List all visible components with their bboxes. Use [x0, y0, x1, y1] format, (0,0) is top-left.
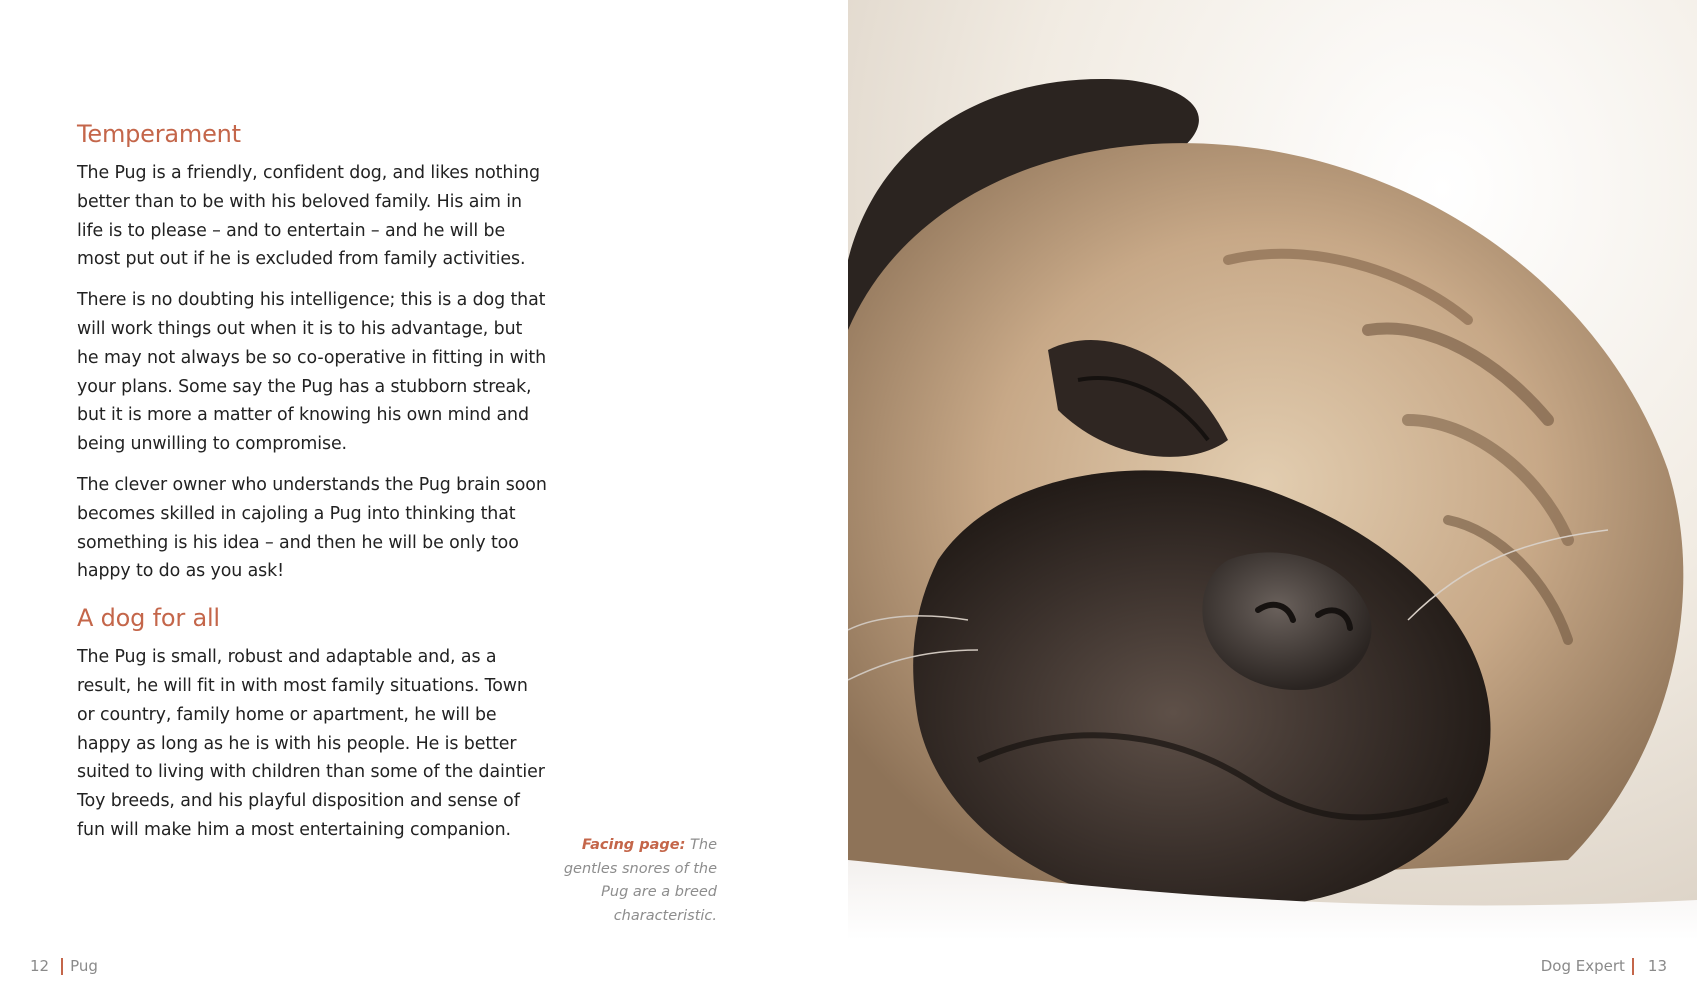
text-column — [77, 116, 547, 857]
paragraph: The clever owner who understands the Pug brain soon becomes skilled in cajoling a Pug into thinking that something is his idea – and then he will be only too happy to do as you ask! — [77, 474, 547, 582]
page-number: 12 — [30, 957, 50, 975]
sleeping-pug-photo — [848, 0, 1697, 940]
folio-right — [1541, 957, 1667, 975]
pug-illustration — [848, 0, 1697, 940]
folio-left — [30, 957, 98, 975]
page-number: 13 — [1647, 957, 1667, 975]
paragraph: There is no doubting his intelligence; this is a dog that will work things out when it is to his advantage, but he may not always be so co-operative in fitting in with your plans. Some say the Pug has a stubborn streak, but it is more a matter of knowing his own mind and being unwilling to compromise. — [77, 290, 547, 455]
heading-temperament: Temperament — [77, 120, 241, 148]
caption-text: The gentles snores of the Pug are a breed characteristic. — [563, 837, 717, 924]
caption-lead: Facing page: — [581, 837, 686, 853]
running-title: Pug — [70, 957, 98, 975]
folio-divider — [1632, 958, 1634, 975]
paragraph: The Pug is a friendly, confident dog, and likes nothing better than to be with his beloved family. His aim in life is to please – and to entertain – and he will be most put out if he is excluded from family activities. — [77, 163, 540, 270]
folio-divider — [61, 958, 63, 975]
heading-dog-for-all: A dog for all — [77, 604, 220, 633]
photo-caption — [540, 834, 717, 928]
running-title: Dog Expert — [1540, 957, 1625, 975]
paragraph: The Pug is small, robust and adaptable and, as a result, he will fit in with most family situations. Town or country, family home or apartment, he will be happy as long as he is with his people. He is better suited to living with children than some of the daintier Toy breeds, and his playful disposition and sense of fun will make him a most entertaining companion. — [77, 647, 545, 840]
left-page — [0, 0, 848, 1000]
